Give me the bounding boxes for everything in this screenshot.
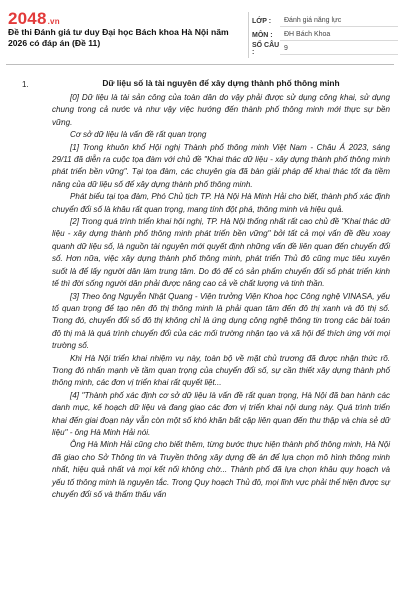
meta-divider [248,12,249,58]
paragraph: Phát biểu tại tọa đàm, Phó Chủ tịch TP. Hà Nội Hà Minh Hải cho biết, thành phố xác định chuyển đổi số là khâu rất quan trọng, mang tính đột phá, thông minh và hiệu quả. [52,192,390,214]
site-logo[interactable] [8,9,60,29]
paragraph: [1] Trong khuôn khổ Hội nghị Thành phố thông minh Việt Nam - Châu Á 2023, sáng 29/11 đã diễn ra cuộc tọa đàm với chủ đề "Khai thác dữ liệu - xây dựng thành phố thông minh phát triển bền vững". Tại tọa đàm, các chuyên gia đã bàn giải pháp để khai thác tốt đa tiềm năng của dữ liệu số để xây dựng thành phố thông minh. [52,142,390,189]
exam-title: Đề thi Đánh giá tư duy Đại học Bách khoa Hà Nội năm 2026 có đáp án (Đề 11) [8,27,229,48]
meta-label: SỐ CÂU : [252,42,280,56]
paragraph: Khi Hà Nội triển khai nhiệm vụ này, toàn bộ về mặt chủ trương đã được nhận thức rõ. Trong đó nhấn mạnh về tầm quan trọng của chuyển đổi số, sự cần thiết xây dựng thành phố thông minh, các đơn vị triển khai rất quyết liệt... [52,353,390,388]
paragraph: [3] Theo ông Nguyễn Nhật Quang - Viện trưởng Viện Khoa học Công nghệ VINASA, yếu tố quan trọng để tạo nên đô thị thông minh là phải quan tâm đến đô thị xanh và đô thị số. Trong đó, chuyển đổi số đô thị không chỉ là ứng dụng công nghệ thông tin trong các bài toán đô thị mà là quá trình chuyển đổi của các mối trường nhận tạo và xã hội để thích ứng với mọi trường số. [52,291,390,351]
paragraph: [2] Trong quá trình triển khai hội nghị, TP. Hà Nội thống nhất rất cao chủ đề "Khai thác dữ liệu - xây dựng thành phố thông minh phát triển bền vững" bởi tất cả mọi vấn đề đều xoay quanh dữ liệu số, là nguồn tài nguyên mới quyết định những vấn đề liên quan đến chuyển đổi số. Hơn nữa, việc xây dựng thành phố thông minh, phát triển Thủ đô cũng mục tiêu xuyên suốt là để lấy người dân làm trung tâm. Do đó để có sản phẩm chuyển đổi số phát triển kinh tế thì đời sống người dân phải được nâng cao cả về chất lượng và tinh thần. [52,217,390,289]
paragraph: [4] "Thành phố xác định cơ sở dữ liệu là vấn đề rất quan trọng, Hà Nội đã ban hành các danh mục, kế hoạch dữ liệu và đang giao các đơn vị triển khai nội dung này. Quá trình triển khai đến giai đoạn này vẫn còn một số khó khăn bất cập liên quan đến thu thập và chia sẻ dữ liệu" - ông Hà Minh Hải nói. [52,390,390,437]
logo-suffix: .vn [47,17,60,26]
paragraph: Cơ sở dữ liệu là vấn đề rất quan trọng [70,130,207,140]
exam-meta [252,14,398,56]
meta-row-subject [252,28,398,42]
page-header [0,0,400,62]
meta-label: MÔN : [252,31,273,39]
meta-value: 9 [280,43,398,55]
meta-value: ĐH Bách Khoa [280,29,398,41]
meta-value: Đánh giá năng lực [280,15,398,27]
header-divider [6,64,394,65]
meta-row-class [252,14,398,28]
question-passage [52,78,390,501]
logo-main: 2048 [8,9,47,28]
meta-label: LỚP : [252,17,272,25]
passage-title: Dữ liệu số là tài nguyên để xây dựng thành phố thông minh [102,78,340,88]
paragraph: [0] Dữ liệu là tài sản công của toàn dân do vậy phải được sử dụng công khai, sử dụng chung trong cả nước và như vậy việc hướng đến thành phố thông minh mới thực sự bền vững. [52,93,390,127]
meta-row-count [252,42,398,56]
question-number: 1. [22,80,29,89]
paragraph: Ông Hà Minh Hải cũng cho biết thêm, từng bước thực hiện thành phố thông minh, Hà Nội đã giao cho Sở Thông tin và Truyền thông xây dựng đề án để lựa chọn mô hình thông minh nhất, hiệu quả nhất và mọi kết nối không chờ... Thành phố đã lựa chọn khâu quy hoạch và yếu tố thông minh là nguyên tắc. Trong Quy hoạch Thủ đô, mọi lĩnh vực phải thể hiện được sự chuyển đổi số và thẩm thấu vấn [52,440,390,499]
